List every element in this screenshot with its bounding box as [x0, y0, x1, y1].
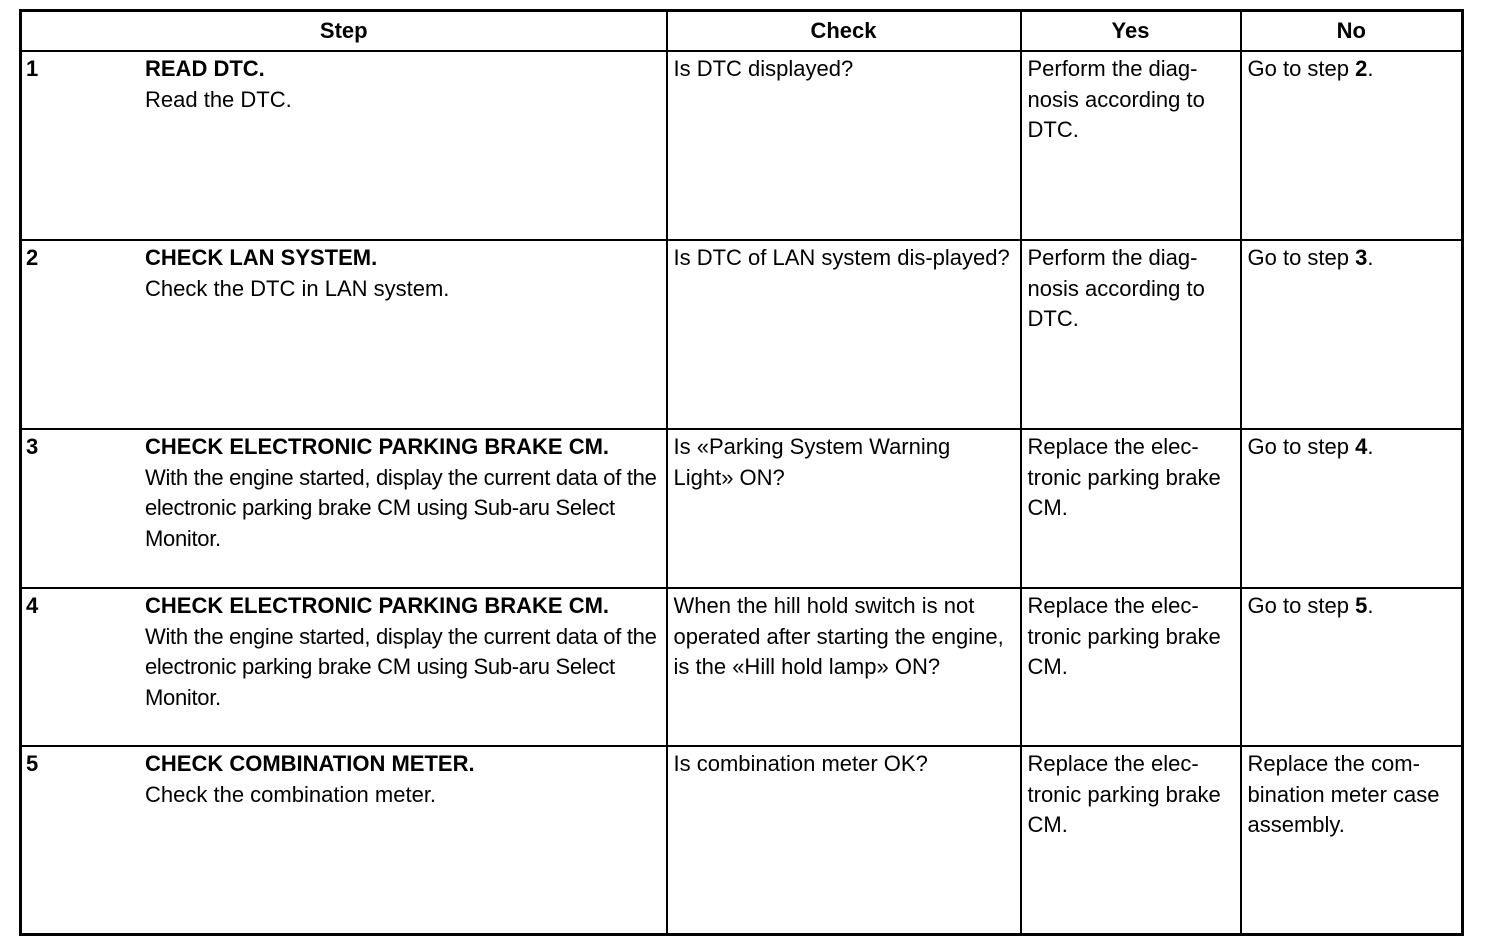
no-text	[1242, 52, 1462, 85]
step-title: READ DTC.	[145, 56, 265, 81]
step-description: Check the combination meter.	[145, 781, 437, 807]
no-prefix: Go to step	[1247, 245, 1356, 270]
no-step-number: 3	[1355, 245, 1368, 270]
check-text: Is «Parking System Warning Light» ON?	[673, 434, 951, 490]
no-cell	[1241, 746, 1463, 935]
no-suffix: .	[1367, 56, 1374, 81]
yes-text: Replace the elec-tronic parking brake CM.	[1027, 751, 1221, 837]
yes-text: Perform the diag-nosis according to DTC.	[1027, 245, 1205, 331]
yes-text: Perform the diag-nosis according to DTC.	[1027, 56, 1205, 142]
step-number: 5	[26, 751, 39, 776]
no-prefix: Go to step	[1247, 434, 1356, 459]
no-cell	[1241, 240, 1463, 429]
no-suffix: .	[1367, 593, 1374, 618]
step-description: With the engine started, display the current data of the electronic parking brake CM using Sub-aru Select Monitor.	[145, 464, 657, 551]
table-row	[21, 429, 1463, 588]
step-description: With the engine started, display the current data of the electronic parking brake CM using Sub-aru Select Monitor.	[145, 623, 657, 710]
step-title: CHECK ELECTRONIC PARKING BRAKE CM.	[145, 593, 610, 618]
header-no: No	[1241, 11, 1463, 52]
yes-text: Replace the elec-tronic parking brake CM.	[1027, 434, 1221, 520]
no-cell	[1241, 429, 1463, 588]
step-title: CHECK LAN SYSTEM.	[145, 245, 378, 270]
step-number: 2	[26, 245, 39, 270]
no-step-number: 4	[1355, 434, 1368, 459]
no-text	[1242, 241, 1462, 274]
check-text: When the hill hold switch is not operated after starting the engine, is the «Hill hold lamp» ON?	[673, 593, 1004, 679]
no-cell	[1241, 51, 1463, 240]
check-text: Is DTC displayed?	[673, 56, 854, 81]
diagnostic-table	[19, 9, 1464, 936]
no-step-number: 5	[1355, 593, 1368, 618]
yes-cell	[1021, 588, 1241, 746]
check-text: Is DTC of LAN system dis-played?	[673, 245, 1010, 270]
yes-text: Replace the elec-tronic parking brake CM.	[1027, 593, 1221, 679]
no-cell	[1241, 588, 1463, 746]
check-cell	[667, 51, 1021, 240]
no-text	[1242, 589, 1462, 622]
yes-cell	[1021, 240, 1241, 429]
step-description: Read the DTC.	[145, 86, 292, 112]
no-prefix: Go to step	[1247, 593, 1356, 618]
table-row	[21, 240, 1463, 429]
no-text	[1242, 430, 1462, 463]
table-row	[21, 51, 1463, 240]
header-step: Step	[21, 11, 667, 52]
check-cell	[667, 240, 1021, 429]
step-number: 3	[26, 434, 39, 459]
no-text: Replace the com-bination meter case assembly.	[1247, 751, 1440, 837]
step-title: CHECK ELECTRONIC PARKING BRAKE CM.	[145, 434, 610, 459]
no-prefix: Go to step	[1247, 56, 1356, 81]
step-cell	[21, 746, 667, 935]
step-cell	[21, 240, 667, 429]
header-yes: Yes	[1021, 11, 1241, 52]
step-number: 4	[26, 593, 39, 618]
check-cell	[667, 588, 1021, 746]
no-step-number: 2	[1355, 56, 1368, 81]
yes-cell	[1021, 51, 1241, 240]
no-suffix: .	[1367, 245, 1374, 270]
check-cell	[667, 746, 1021, 935]
step-title: CHECK COMBINATION METER.	[145, 751, 475, 776]
check-cell	[667, 429, 1021, 588]
step-cell	[21, 51, 667, 240]
table-row	[21, 746, 1463, 935]
yes-cell	[1021, 429, 1241, 588]
table-row	[21, 588, 1463, 746]
check-text: Is combination meter OK?	[673, 751, 928, 776]
step-number: 1	[26, 56, 39, 81]
table-header-row	[21, 11, 1463, 52]
no-suffix: .	[1367, 434, 1374, 459]
step-cell	[21, 588, 667, 746]
yes-cell	[1021, 746, 1241, 935]
step-description: Check the DTC in LAN system.	[145, 275, 450, 301]
step-cell	[21, 429, 667, 588]
header-check: Check	[667, 11, 1021, 52]
